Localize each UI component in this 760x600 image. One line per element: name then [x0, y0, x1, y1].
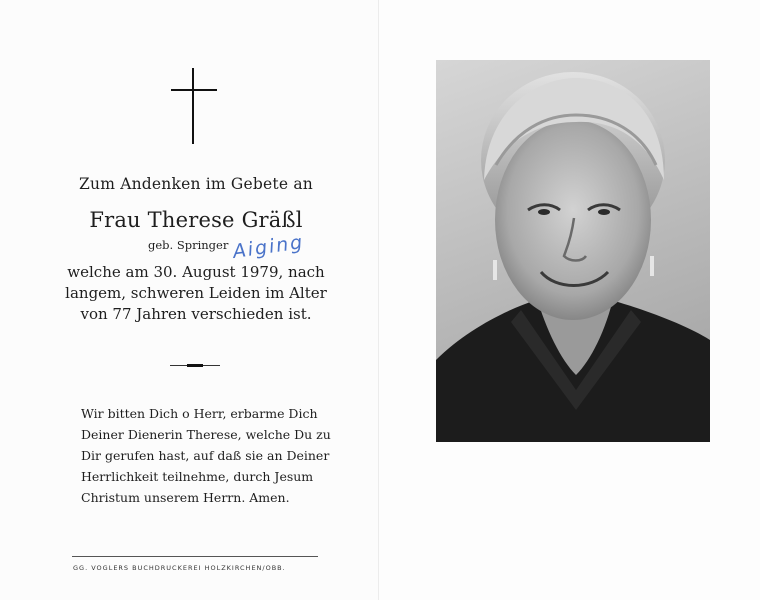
- death-line: langem, schweren Leiden im Alter: [65, 284, 327, 302]
- prayer-line: Deiner Dienerin Therese, welche Du zu: [81, 427, 331, 442]
- printer-divider: [72, 556, 318, 557]
- death-line: von 77 Jahren verschieden ist.: [80, 305, 312, 323]
- prayer-line: Christum unserem Herrn. Amen.: [81, 490, 290, 505]
- intro-line: Zum Andenken im Gebete an: [79, 175, 313, 193]
- cross-icon: [171, 68, 217, 144]
- divider-ornament: [170, 363, 220, 368]
- prayer-line: Wir bitten Dich o Herr, erbarme Dich: [81, 406, 318, 421]
- deceased-name: Frau Therese Gräßl: [89, 208, 303, 232]
- death-line: welche am 30. August 1979, nach: [67, 263, 325, 281]
- printer-imprint: GG. VOGLERS BUCHDRUCKEREI HOLZKIRCHEN/OBB.: [73, 564, 286, 572]
- death-notice: [0, 262, 392, 325]
- text-panel: [0, 0, 378, 600]
- prayer-line: Dir gerufen hast, auf daß sie an Deiner: [81, 448, 330, 463]
- maiden-name: geb. Springer: [148, 238, 229, 252]
- portrait-photo: [436, 60, 710, 442]
- prayer-line: Herrlichkeit teilnehme, durch Jesum: [81, 469, 314, 484]
- handwritten-place-note: Aiging: [231, 231, 306, 263]
- prayer-text: [81, 403, 331, 508]
